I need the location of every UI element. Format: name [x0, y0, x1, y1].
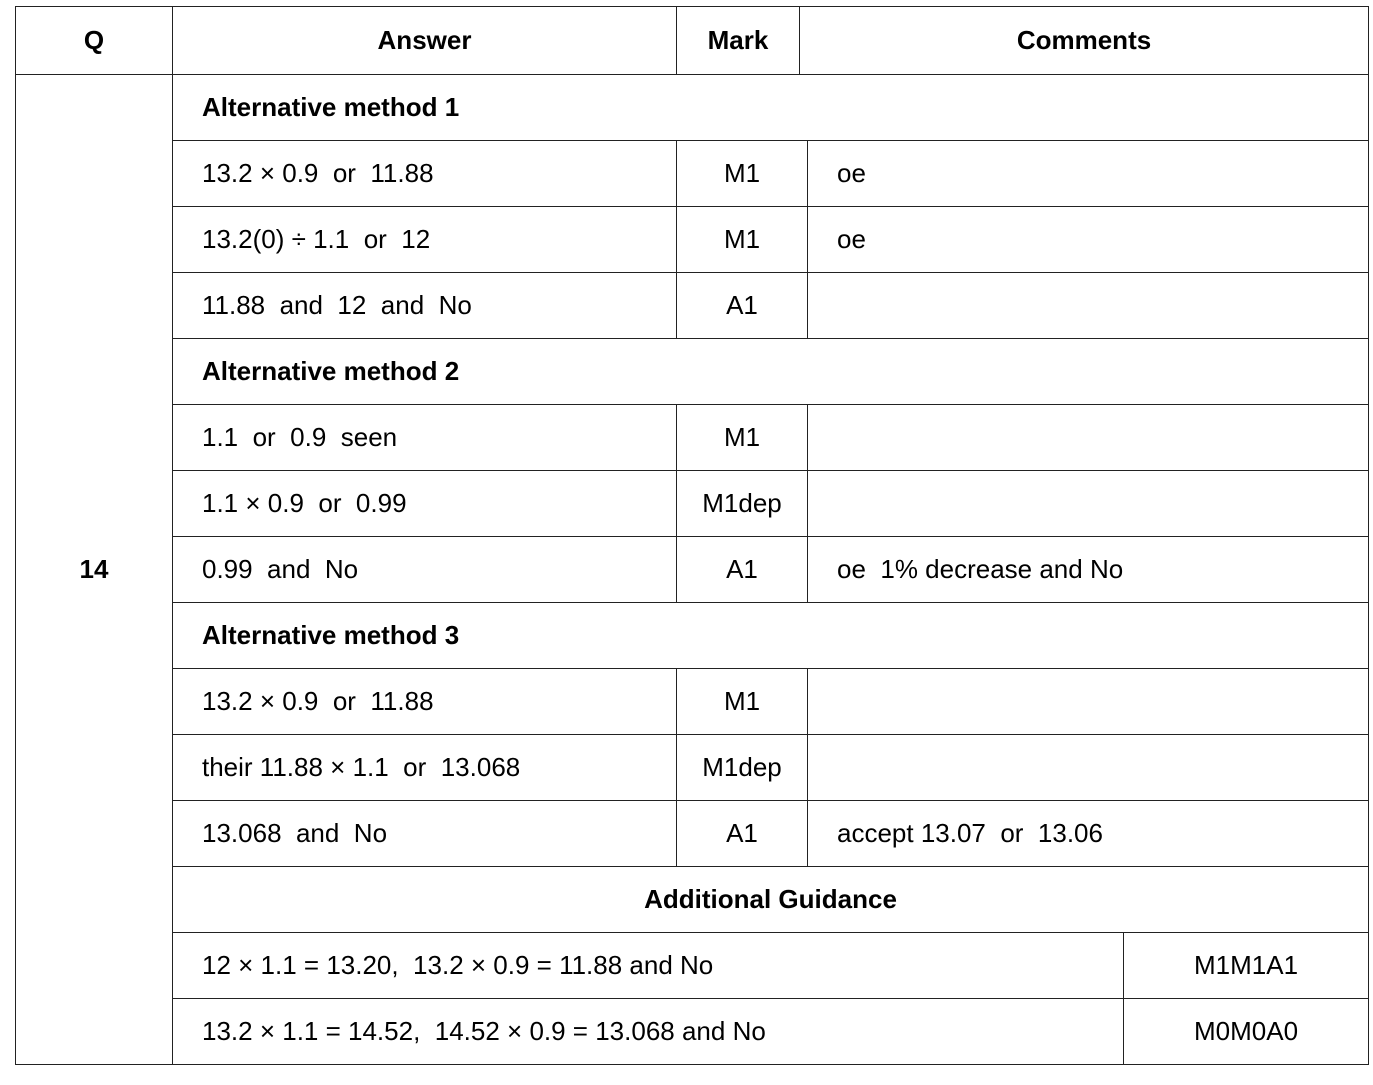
comment-cell: oe 1% decrease and No — [808, 537, 1369, 603]
guidance-text: 13.2 × 1.1 = 14.52, 14.52 × 0.9 = 13.068 and No — [173, 999, 1124, 1065]
comment-cell — [808, 405, 1369, 471]
guidance-title-row — [16, 867, 1369, 933]
answer-cell: 11.88 and 12 and No — [173, 273, 677, 339]
table-row — [16, 537, 1369, 603]
comment-cell — [808, 273, 1369, 339]
question-number: 14 — [16, 75, 173, 1065]
table-row — [16, 735, 1369, 801]
mark-cell: A1 — [677, 273, 808, 339]
answer-cell: 13.2 × 0.9 or 11.88 — [173, 141, 677, 207]
method-title: Alternative method 1 — [173, 75, 1369, 141]
method-title: Alternative method 2 — [173, 339, 1369, 405]
answer-cell: 1.1 × 0.9 or 0.99 — [173, 471, 677, 537]
answer-cell: 1.1 or 0.9 seen — [173, 405, 677, 471]
method-title-row — [16, 75, 1369, 141]
header-q: Q — [16, 7, 173, 75]
header-comments: Comments — [800, 7, 1369, 75]
guidance-text: 12 × 1.1 = 13.20, 13.2 × 0.9 = 11.88 and No — [173, 933, 1124, 999]
answer-cell: 13.2(0) ÷ 1.1 or 12 — [173, 207, 677, 273]
table-row — [16, 471, 1369, 537]
answer-cell: 13.2 × 0.9 or 11.88 — [173, 669, 677, 735]
guidance-mark: M1M1A1 — [1124, 933, 1369, 999]
header-mark: Mark — [677, 7, 800, 75]
comment-cell: oe — [808, 141, 1369, 207]
mark-cell: A1 — [677, 801, 808, 867]
comment-cell — [808, 735, 1369, 801]
header-row — [16, 7, 1369, 75]
table-row — [16, 801, 1369, 867]
method-title: Alternative method 3 — [173, 603, 1369, 669]
comment-cell: accept 13.07 or 13.06 — [808, 801, 1369, 867]
comment-cell: oe — [808, 207, 1369, 273]
method-title-row — [16, 603, 1369, 669]
comment-cell — [808, 669, 1369, 735]
table-row — [16, 273, 1369, 339]
table-row — [16, 405, 1369, 471]
guidance-row — [16, 999, 1369, 1065]
header-answer: Answer — [173, 7, 677, 75]
answer-cell: their 11.88 × 1.1 or 13.068 — [173, 735, 677, 801]
table-row — [16, 141, 1369, 207]
mark-scheme-table — [15, 6, 1369, 1065]
guidance-row — [16, 933, 1369, 999]
table-row — [16, 669, 1369, 735]
mark-cell: M1 — [677, 207, 808, 273]
guidance-title: Additional Guidance — [173, 867, 1369, 933]
table-row — [16, 207, 1369, 273]
method-title-row — [16, 339, 1369, 405]
mark-cell: M1dep — [677, 471, 808, 537]
mark-cell: M1 — [677, 669, 808, 735]
mark-cell: M1 — [677, 141, 808, 207]
mark-cell: A1 — [677, 537, 808, 603]
comment-cell — [808, 471, 1369, 537]
answer-cell: 0.99 and No — [173, 537, 677, 603]
mark-cell: M1 — [677, 405, 808, 471]
guidance-mark: M0M0A0 — [1124, 999, 1369, 1065]
answer-cell: 13.068 and No — [173, 801, 677, 867]
mark-cell: M1dep — [677, 735, 808, 801]
